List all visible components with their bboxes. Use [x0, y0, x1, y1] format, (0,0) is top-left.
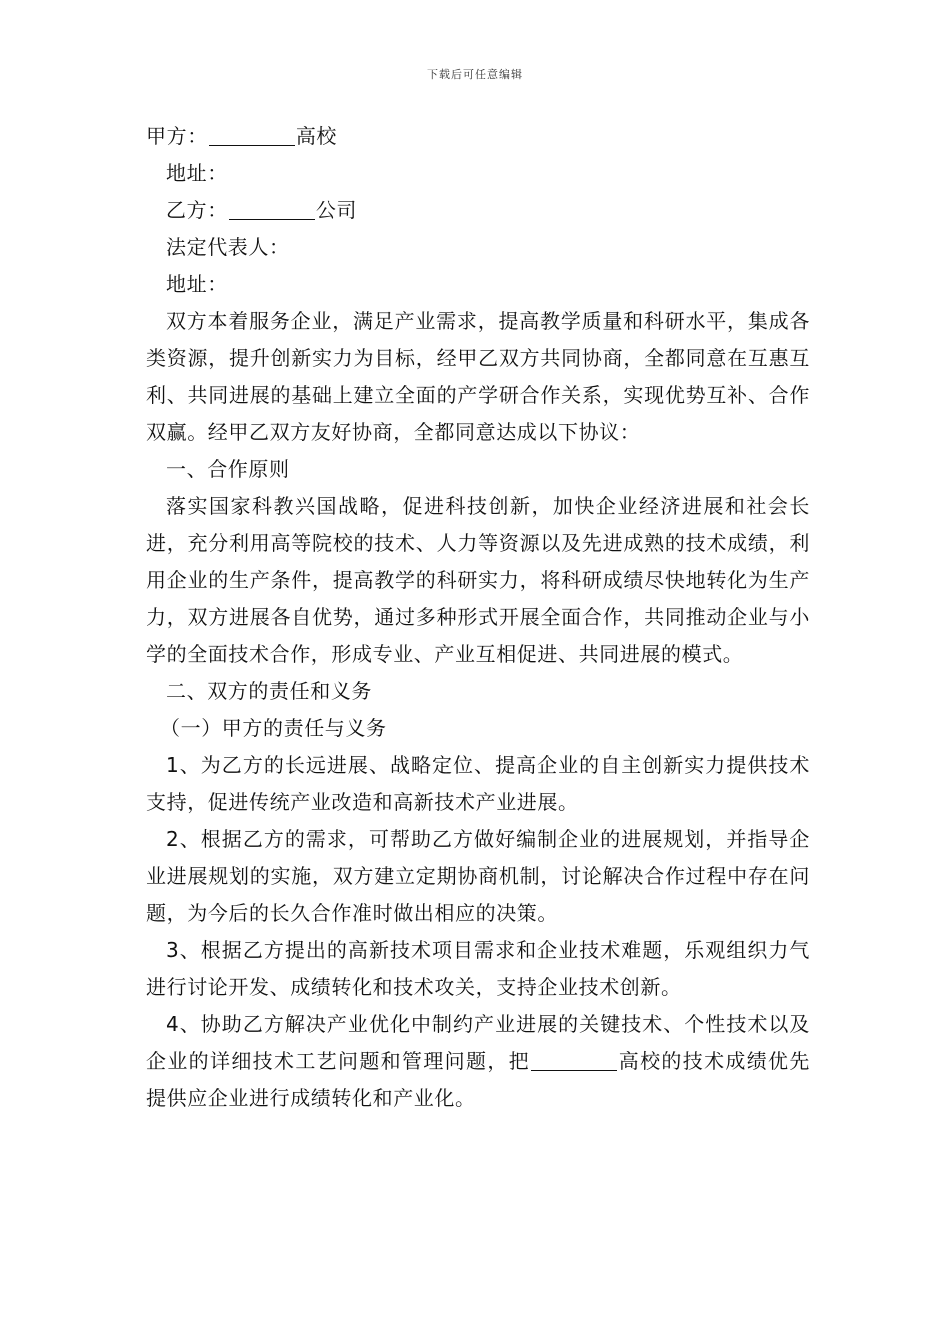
item-4 [146, 1006, 810, 1117]
party-a-suffix: 高校 [295, 124, 338, 148]
party-b-label: 乙方： [166, 198, 228, 222]
item-1: 1、为乙方的长远进展、战略定位、提高企业的自主创新实力提供技术支持，促进传统产业改造和高新技术产业进展。 [146, 753, 810, 814]
section1-title: 一、合作原则 [166, 457, 290, 481]
party-b-address: 地址： [166, 272, 228, 296]
item-4-blank [531, 1048, 617, 1071]
party-b-suffix: 公司 [315, 198, 358, 222]
party-a-address: 地址： [166, 161, 228, 185]
item-4-after: 高校的技术成绩优先提供应企业进行成绩转化和产业化。 [146, 1049, 810, 1110]
party-b-line [146, 192, 810, 229]
item-3: 3、根据乙方提出的高新技术项目需求和企业技术难题，乐观组织力气进行讨论开发、成绩转化和技术攻关，支持企业技术创新。 [146, 938, 810, 999]
section2-title: 二、双方的责任和义务 [166, 679, 372, 703]
subsection1-title: （一）甲方的责任与义务 [160, 716, 387, 740]
party-a-blank [209, 123, 295, 146]
legal-representative: 法定代表人： [166, 235, 290, 259]
party-a-label: 甲方： [146, 124, 208, 148]
item-2: 2、根据乙方的需求，可帮助乙方做好编制企业的进展规划，并指导企业进展规划的实施，双方建立定期协商机制，讨论解决合作过程中存在问题，为今后的长久合作准时做出相应的决策。 [146, 827, 810, 925]
intro-paragraph: 双方本着服务企业，满足产业需求，提高教学质量和科研水平，集成各类资源，提升创新实力为目标，经甲乙双方共同协商，全都同意在互惠互利、共同进展的基础上建立全面的产学研合作关系，实现优势互补、合作双赢。经甲乙双方友好协商，全都同意达成以下协议： [146, 309, 810, 444]
header-note: 下载后可任意编辑 [427, 68, 523, 81]
party-a-line [146, 118, 810, 155]
item-4-before: 4、协助乙方解决产业优化中制约产业进展的关键技术、个性技术以及企业的详细技术工艺问题和管理问题，把 [146, 1012, 810, 1073]
section1-body: 落实国家科教兴国战略，促进科技创新，加快企业经济进展和社会长进，充分利用高等院校的技术、人力等资源以及先进成熟的技术成绩，利用企业的生产条件，提高教学的科研实力，将科研成绩尽快地转化为生产力，双方进展各自优势，通过多种形式开展全面合作，共同推动企业与小学的全面技术合作，形成专业、产业互相促进、共同进展的模式。 [146, 494, 810, 666]
party-b-blank [229, 197, 315, 220]
agreement-body [146, 118, 810, 1117]
